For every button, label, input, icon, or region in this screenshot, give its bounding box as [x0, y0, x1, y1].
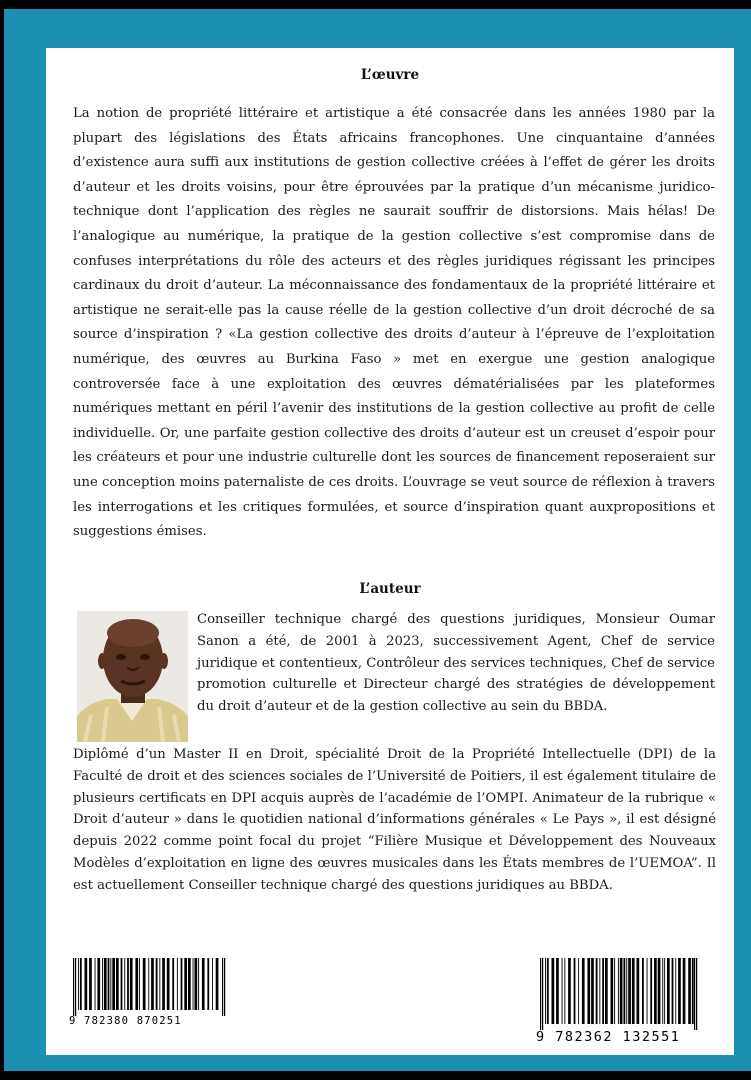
author-portrait — [77, 611, 188, 742]
isbn-barcode-right — [536, 958, 701, 1045]
isbn-barcode-left — [69, 958, 229, 1027]
barcode-bars-right — [536, 958, 701, 1030]
oeuvre-heading: L’œuvre — [360, 67, 420, 83]
back-cover-page — [46, 48, 734, 1055]
oeuvre-text: La notion de propriété littéraire et artistique a été consacrée dans les années 1980 par la plupart des législations des États africains francophones. Une cinquantaine d’années d’existence aura suffi aux institutions de gestion collective créées à l’effet de gérer les droits d’auteur et les droits voisins, pour être éprouvées par la pratique d’un mécanisme juridico-technique dont l’application des règles ne saurait souffrir de distorsions. Mais hélas! De l’analogique au numérique, la pratique de la gestion collective s’est compromise dans de confuses interprétations du rôle des acteurs et des règles juridiques régissant les principes cardinaux du droit d’auteur. La méconnaissance des fondamentaux de la propriété littéraire et artistique ne serait-elle pas la cause réelle de la gestion collective d’un droit décroché de sa source d’inspiration ? «La gestion collective des droits d’auteur à l’épreuve de l’exploitation numérique, des œuvres au Burkina Faso » met en exergue une gestion analogique controversée face à une exploitation des œuvres dématérialisées par les plateformes numériques mettant en péril l’avenir des institutions de la gestion collective au profit de celle individuelle. Or, une parfaite gestion collective des droits d’auteur est un creuset d’espoir pour les créateurs et pour une industrie culturelle dont les sources de financement reposeraient sur une conception moins paternaliste de ces droits. L’ouvrage se veut source de réflexion à travers les interrogations et les critiques formulées, et source d’inspiration quant auxpropositions et suggestions émises. — [73, 106, 715, 540]
author-bio-details: Diplômé d’un Master II en Droit, spécialité Droit de la Propriété Intellectuelle (DPI) de la Faculté de droit et des sciences sociales de l’Université de Poitiers, il est également titulaire de plusieurs certificats en DPI acquis auprès de l’académie de l’OMPI. Animateur de la rubrique « Droit d’auteur » dans le quotidien national d’informations générales « Le Pays », il est désigné depuis 2022 comme point focal du projet “Filière Musique et Développement des Nouveaux Modèles d’exploitation en ligne des œuvres musicales dans les États membres de l’UEMOA”. Il est actuellement Conseiller technique chargé des questions juridiques au BBDA. — [73, 747, 716, 893]
cover-frame — [4, 9, 751, 1071]
isbn-number-right: 9 782362 132551 — [536, 1029, 681, 1045]
isbn-number-left: 9 782380 870251 — [69, 1015, 182, 1027]
author-bio-intro: Conseiller technique chargé des questions juridiques, Monsieur Oumar Sanon a été, de 2001 à 2023, successivement Agent, Chef de service juridique et contentieux, Contrôleur des services techniques, Chef de service promotion culturelle et Directeur chargé des stratégies de développement du droit d’auteur et de la gestion collective au sein du BBDA. — [197, 612, 715, 715]
auteur-heading: L’auteur — [359, 581, 421, 597]
barcode-bars-left — [69, 958, 229, 1016]
